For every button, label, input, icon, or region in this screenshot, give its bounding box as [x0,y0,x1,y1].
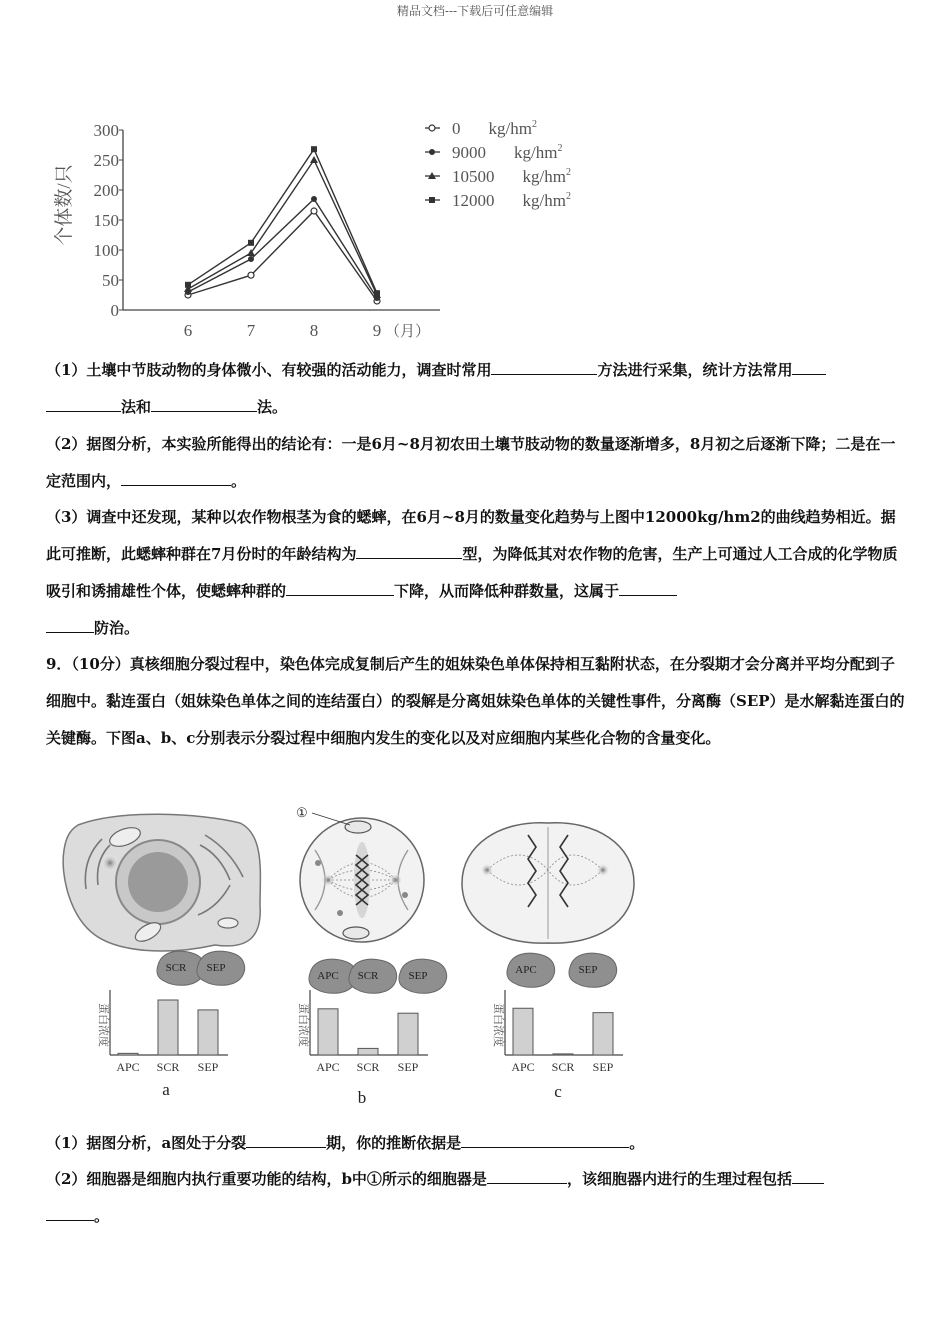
q9-part2 [46,1161,906,1235]
svg-text:SEP: SEP [408,970,428,982]
line-chart [40,110,600,345]
panel-ylabel: 蛋白浓度 [297,1003,310,1047]
answer-blank[interactable] [151,397,257,412]
data-point [185,282,191,288]
x-unit-label: （月） [385,324,431,340]
legend-item [425,191,571,210]
chart-series [184,146,381,304]
q8-p1-text-a: （1）土壤中节肢动物的身体微小、有较强的活动能力，调查时常用 [46,361,492,379]
legend-label: 0 $kg/hm^2$ [452,119,537,138]
x-tick-label: 8 [309,321,319,340]
bar-apc [318,1009,338,1055]
bar-apc [513,1008,533,1055]
x-tick-label: 7 [246,321,256,340]
svg-text:SCR: SCR [165,962,187,974]
data-point [248,240,254,246]
chart-axes [123,130,440,310]
panel-c [492,953,623,1101]
bar-sep [198,1010,218,1055]
q9-q1-text-c: 。 [629,1134,645,1152]
answer-blank[interactable] [792,1169,824,1184]
q8-p3-text-a: （3）调查中还发现，某种以农作物根茎为食的蟋蟀，在6月~8月的数量变化趋势与上图中12000kg/hm2的曲线趋势相近。据此可推断，此蟋蟀种群在7月份时的年龄结构为 [46,508,896,563]
q9-q1-text-b: 期，你的推断依据是 [326,1134,462,1152]
q8-part1 [46,352,906,426]
answer-blank[interactable] [46,397,121,412]
chart-legend [425,119,571,210]
legend-label: 10500 $kg/hm^2$ [452,167,571,186]
data-point [248,256,254,262]
protein-blob-sep [569,953,617,987]
q8-p1-text-b: 方法进行采集，统计方法常用 [597,361,793,379]
y-axis-label: 个体数/只 [54,164,75,246]
data-point [248,272,254,278]
cell-c-anaphase [462,823,634,943]
legend-item [425,143,562,162]
data-point [429,125,435,131]
q9-intro: 9．（10分）真核细胞分裂过程中，染色体完成复制后产生的姐妹染色单体保持相互黏附状态，在分裂期才会分离并平均分配到子细胞中。黏连蛋白（姐妹染色单体之间的连结蛋白）的裂解是分离姐妹染色单体的关键性事件，分离酶（SEP）是水解黏连蛋白的关键酶。下图a、b、c分别表示分裂过程中细胞内发生的变化以及对应细胞内某些化合物的含量变化。 [46,655,905,747]
data-point [311,196,317,202]
data-point [429,197,435,203]
answer-blank[interactable] [121,471,231,486]
y-tick-label: 0 [110,301,119,320]
y-axis-ticks [94,121,124,320]
bar-label: SCR [551,1060,575,1074]
x-tick-label: 6 [183,321,193,340]
protein-blob-scr [349,959,397,993]
q8-part2 [46,426,906,500]
svg-text:APC: APC [515,964,537,976]
q8-p3-text-b: 型，为降低其对农作物的危害，生产上可通过人工合成的化学物质吸引和诱捕雄性个体，使蟋蟀种群的 [46,545,898,600]
bar-label: SEP [592,1060,614,1074]
series-2 [184,156,381,298]
panel-ylabel: 蛋白浓度 [492,1003,505,1047]
cell-b-metaphase [296,806,424,942]
y-tick-label: 100 [93,241,119,260]
q8-p2-text-b: 。 [231,472,247,490]
y-tick-label: 150 [93,211,119,230]
bar-label: SEP [197,1060,219,1074]
y-tick-label: 50 [102,271,119,290]
panel-label: c [554,1082,562,1101]
bar-sep [398,1013,418,1055]
q9-q2-text-b: ，该细胞器内进行的生理过程包括 [566,1170,792,1188]
answer-blank[interactable] [46,1206,94,1221]
legend-item [425,167,571,186]
cell-a-interphase [63,814,260,951]
legend-label: 12000 $kg/hm^2$ [452,191,571,210]
protein-concentration-charts [97,951,623,1107]
bar-apc [118,1053,138,1055]
svg-text:SCR: SCR [357,970,379,982]
y-tick-label: 200 [93,181,119,200]
q9-part1 [46,1125,906,1162]
panel-label: a [162,1080,170,1099]
answer-blank[interactable] [487,1169,567,1184]
series-1 [185,196,380,301]
answer-blank[interactable] [461,1133,629,1148]
bar-sep [593,1013,613,1055]
q9-q2-text-a: （2）细胞器是细胞内执行重要功能的结构，b中①所示的细胞器是 [46,1170,487,1188]
bar-label: APC [116,1060,140,1074]
bar-label: SEP [397,1060,419,1074]
y-tick-label: 300 [93,121,119,140]
protein-blob-apc [507,953,555,987]
organelle-marker-label: ① [296,806,308,821]
data-point [429,149,435,155]
panel-label: b [357,1088,367,1107]
bar-label: APC [316,1060,340,1074]
q9-q2-text-c: 。 [94,1207,110,1225]
answer-blank[interactable] [246,1133,326,1148]
x-axis-ticks [184,321,430,340]
svg-text:SEP: SEP [206,962,226,974]
series-line [188,211,377,301]
q8-p1-text-d: 法。 [257,398,288,416]
legend-item [425,119,537,138]
bar-label: APC [511,1060,535,1074]
answer-blank[interactable] [46,618,94,633]
data-point [374,290,380,296]
series-line [188,149,377,293]
data-point [311,146,317,152]
answer-blank[interactable] [491,360,597,375]
q8-p2-text-a: （2）据图分析，本实验所能得出的结论有：一是6月~8月初农田土壤节肢动物的数量逐渐增多，8月初之后逐渐下降；二是在一定范围内， [46,435,896,490]
cell-division-figure [50,805,650,1120]
panel-b [297,959,447,1107]
header-note: 精品文档---下载后可任意编辑 [396,4,554,18]
series-line [188,199,377,298]
bar-scr [358,1048,378,1055]
q8-part3 [46,499,906,647]
q9-q1-text-a: （1）据图分析，a图处于分裂 [46,1134,247,1152]
x-tick-label: 9 [372,321,382,340]
q8-p3-text-c: 下降，从而降低种群数量，这属于 [394,582,620,600]
q8-p1-text-c: 法和 [121,398,152,416]
answer-blank[interactable] [619,581,677,596]
bar-scr [553,1054,573,1055]
y-tick-label: 250 [93,151,119,170]
bar-label: SCR [356,1060,380,1074]
svg-text:APC: APC [317,970,339,982]
bar-scr [158,1000,178,1055]
bar-label: SCR [156,1060,180,1074]
answer-blank[interactable] [356,544,462,559]
svg-text:SEP: SEP [578,964,598,976]
panel-ylabel: 蛋白浓度 [97,1003,110,1047]
panel-a [97,951,245,1099]
data-point [311,208,317,214]
protein-blob-sep [197,951,245,985]
protein-blob-sep [399,959,447,993]
legend-label: 9000 $kg/hm^2$ [452,143,563,162]
answer-blank[interactable] [792,360,826,375]
answer-blank[interactable] [286,581,394,596]
q8-p3-text-d: 防治。 [94,619,140,637]
